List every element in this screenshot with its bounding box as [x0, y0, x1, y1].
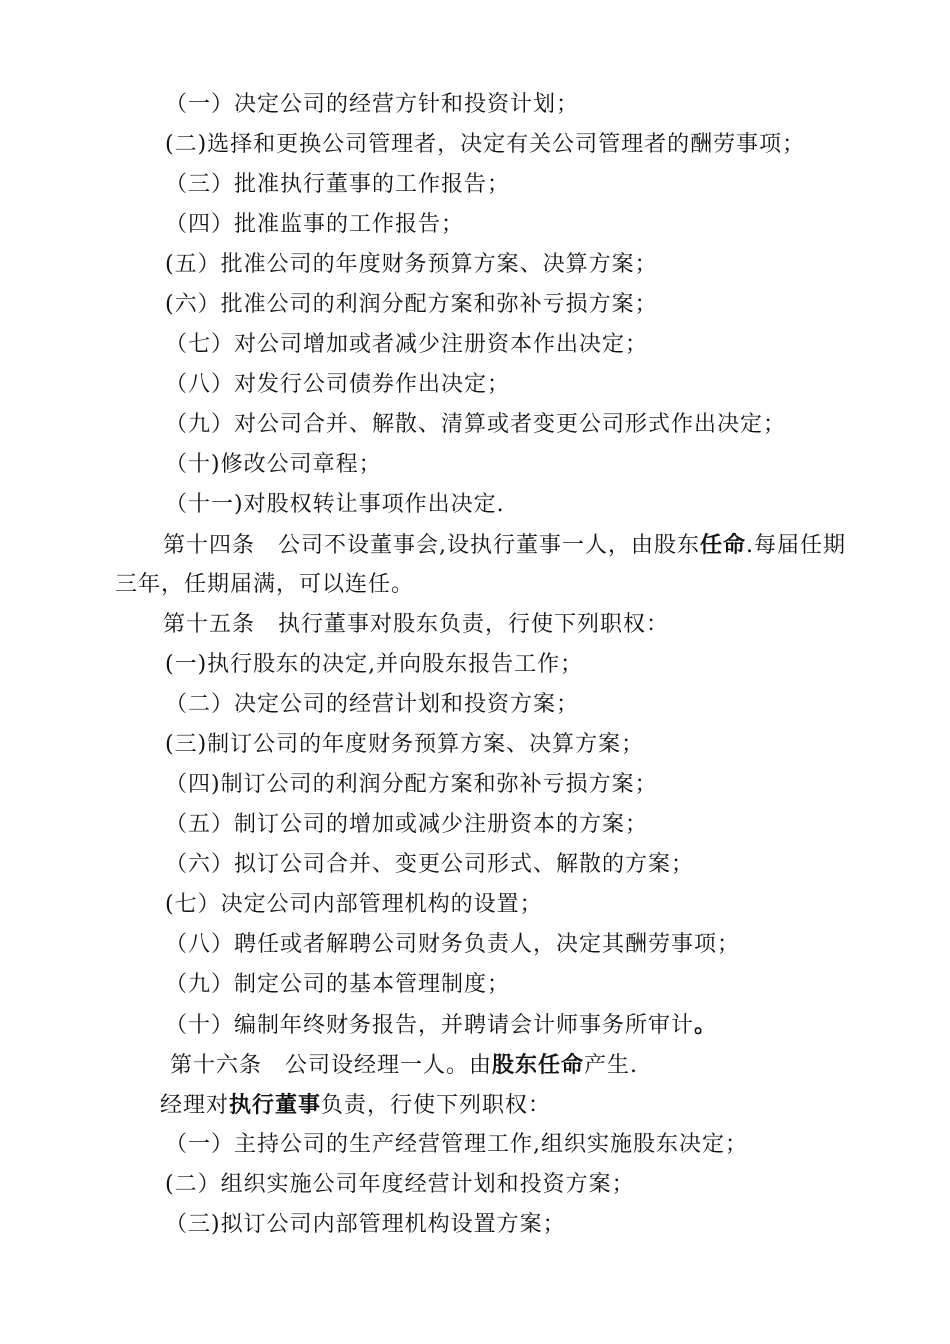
bold-text-segment: 任命 [700, 532, 747, 558]
text-segment: （一）主持公司的生产经营管理工作,组织实施股东决定； [165, 1132, 748, 1157]
text-line [165, 1130, 748, 1160]
text-segment: （四）批准监事的工作报告； [165, 212, 465, 237]
text-line [160, 1090, 551, 1121]
text-line [165, 410, 786, 440]
text-segment: （八）聘任或者解聘公司财务负责人，决定其酬劳事项； [165, 932, 741, 957]
text-line [165, 690, 579, 720]
text-segment: （四)制订公司的利润分配方案和弥补亏损方案； [165, 772, 658, 797]
text-segment: （三）批准执行董事的工作报告； [165, 172, 511, 197]
text-line [115, 570, 414, 600]
text-line [165, 290, 658, 320]
text-line [170, 1050, 638, 1081]
text-line [165, 1170, 635, 1200]
text-segment: （九）对公司合并、解散、清算或者变更公司形式作出决定； [165, 412, 787, 437]
text-line [165, 450, 382, 480]
text-line [165, 170, 510, 200]
text-line [165, 850, 694, 880]
bold-text-segment: 股东任命 [492, 1052, 585, 1078]
text-segment: (五）批准公司的年度财务预算方案、决算方案； [165, 252, 658, 277]
text-segment: .每届任期 [746, 533, 847, 558]
text-segment: （七）对公司增加或者减少注册资本作出决定； [165, 332, 649, 357]
text-segment: （十）编制年终财务报告，并聘请会计师事务所审计 [165, 1013, 695, 1038]
text-segment: （六）拟订公司合并、变更公司形式、解散的方案； [165, 852, 695, 877]
text-line [165, 90, 579, 120]
text-line [163, 610, 669, 640]
text-segment: （十一)对股权转让事项作出决定. [165, 492, 505, 517]
text-segment: （十)修改公司章程； [165, 452, 382, 477]
text-line [165, 1010, 717, 1041]
text-line [165, 930, 740, 960]
text-segment: 第十六条 公司设经理一人。由 [170, 1053, 493, 1078]
bold-text-segment: 。 [694, 1012, 718, 1038]
text-segment: （五）制订公司的增加或减少注册资本的方案； [165, 812, 649, 837]
text-line [165, 490, 505, 520]
text-segment: （三)拟订公司内部管理机构设置方案； [165, 1212, 566, 1237]
text-segment: 产生. [584, 1053, 639, 1078]
text-segment: （一）决定公司的经营方针和投资计划； [165, 92, 580, 117]
text-segment: (六）批准公司的利润分配方案和弥补亏损方案； [165, 292, 658, 317]
text-line [165, 810, 648, 840]
text-segment: 第十五条 执行董事对股东负责，行使下列职权： [163, 612, 670, 637]
text-line [165, 650, 583, 680]
text-segment: （二）决定公司的经营计划和投资方案； [165, 692, 580, 717]
text-segment: 三年，任期届满，可以连任。 [115, 572, 415, 597]
text-line [163, 530, 846, 561]
text-line [165, 370, 510, 400]
text-segment: (三)制订公司的年度财务预算方案、决算方案； [165, 732, 645, 757]
text-segment: （八）对发行公司债券作出决定； [165, 372, 511, 397]
text-segment: (二)选择和更换公司管理者，决定有关公司管理者的酬劳事项； [165, 132, 806, 157]
text-line [165, 250, 658, 280]
text-line [165, 890, 543, 920]
text-line [165, 730, 644, 760]
text-segment: (七）决定公司内部管理机构的设置； [165, 892, 543, 917]
text-segment: 经理对 [160, 1093, 230, 1118]
text-line [165, 330, 648, 360]
text-segment: (一)执行股东的决定,并向股东报告工作； [165, 652, 584, 677]
text-line [165, 210, 464, 240]
text-line [165, 970, 510, 1000]
text-line [165, 130, 805, 160]
text-segment: （九）制定公司的基本管理制度； [165, 972, 511, 997]
text-segment: 第十四条 公司不设董事会,设执行董事一人，由股东 [163, 533, 700, 558]
text-line [165, 1210, 566, 1240]
text-segment: 负责，行使下列职权： [321, 1093, 552, 1118]
bold-text-segment: 执行董事 [229, 1092, 322, 1118]
text-line [165, 770, 658, 800]
text-segment: (二）组织实施公司年度经营计划和投资方案； [165, 1172, 635, 1197]
